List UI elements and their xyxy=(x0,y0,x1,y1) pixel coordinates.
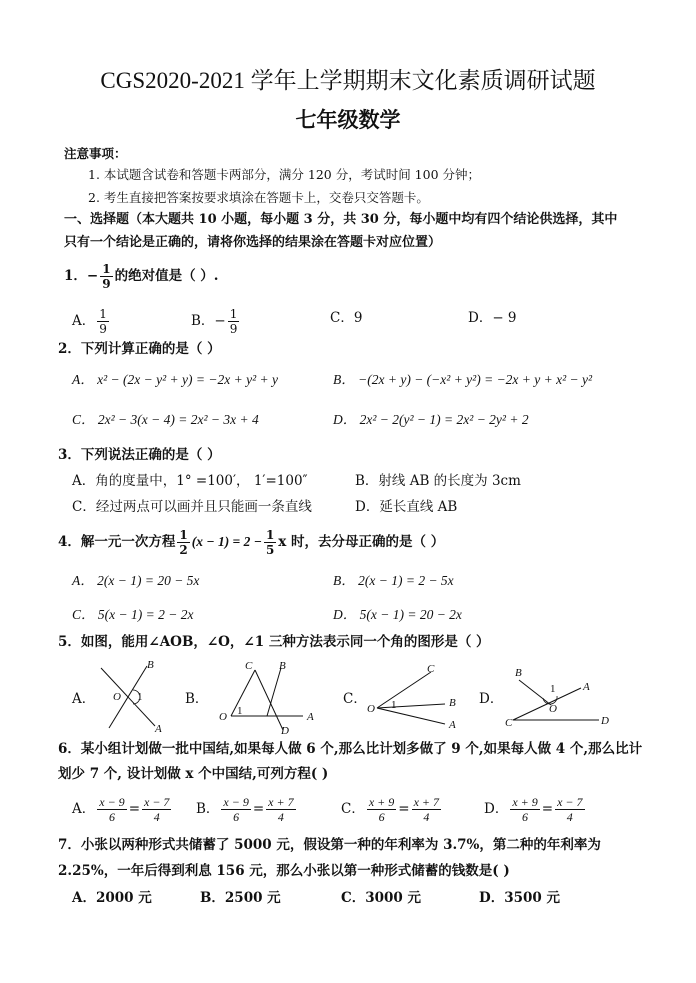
fig-d-ray-ca xyxy=(513,688,581,720)
q6-d-eq: = xyxy=(541,801,554,817)
q7-stem-line1: 7．小张以两种形式共储蓄了 5000 元，假设第一种的年利率为 3.7%，第二种的年利率为 xyxy=(58,837,601,853)
q4-suffix: x 时，去分母正确的是（ ） xyxy=(278,534,445,550)
q3-option-b: B．射线 AB 的长度为 3cm xyxy=(355,473,521,489)
q6-option-b xyxy=(196,795,298,824)
notice-item-2: 2. 考生直接把答案按要求填涂在答题卡上，交卷只交答题卡。 xyxy=(88,190,429,205)
q6-c-left xyxy=(367,795,396,824)
q1-minus: − xyxy=(86,268,99,284)
q1-stem xyxy=(64,262,218,291)
notice-heading: 注意事项： xyxy=(64,146,127,161)
q4-fraction-1 xyxy=(177,528,189,557)
q7-option-c: C．3000 元 xyxy=(341,890,422,906)
fig-c-label-1: 1 xyxy=(391,699,397,711)
q3-option-a: A．角的度量中，1° =100′， 1′=100″ xyxy=(72,473,308,489)
q4-f2-den: 5 xyxy=(265,543,275,557)
q3-stem: 3．下列说法正确的是（ ） xyxy=(58,447,221,463)
exam-title: CGS2020-2021 学年上学期期末文化素质调研试题 xyxy=(100,68,596,93)
q5-option-b-label: B． xyxy=(185,691,209,707)
q6-a-left xyxy=(97,795,126,824)
q1-fraction xyxy=(100,262,112,291)
q4-fraction-2 xyxy=(264,528,276,557)
fig-d-label-1: 1 xyxy=(550,683,556,695)
q4-mid: (x − 1) = 2 − xyxy=(191,534,262,549)
q5-option-c-label: C． xyxy=(343,691,367,707)
fig-c-ray-ob xyxy=(377,704,445,708)
q1-b-num: 1 xyxy=(229,307,238,321)
q4-f2-num: 1 xyxy=(265,528,275,542)
fig-a-label-a: A xyxy=(155,723,162,735)
fig-d-label-a: A xyxy=(583,681,590,693)
fig-b-side-3 xyxy=(267,668,281,716)
q1-prefix: 1． xyxy=(64,268,87,284)
q6-option-a xyxy=(72,795,173,824)
q6-d-right-den: 4 xyxy=(566,810,573,824)
fig-c-label-o: O xyxy=(367,703,375,715)
q6-c-right-den: 4 xyxy=(423,810,430,824)
fig-d-label-b: B xyxy=(515,667,522,679)
q5-figure-b xyxy=(215,660,325,735)
fig-d-label-c: C xyxy=(505,717,513,729)
fig-b-label-b: B xyxy=(279,660,286,672)
q6-a-left-num: x − 9 xyxy=(99,795,125,809)
q6-b-right-den: 4 xyxy=(277,810,284,824)
q6-c-right-num: x + 7 xyxy=(413,795,440,809)
q5-option-d-label: D． xyxy=(479,691,504,707)
q6-b-left-num: x − 9 xyxy=(223,795,249,809)
q2-stem: 2．下列计算正确的是（ ） xyxy=(58,341,221,357)
q1-a-fraction xyxy=(97,307,109,336)
q6-stem-line2: 划少 7 个, 设计划做 x 个中国结,可列方程( ) xyxy=(58,766,329,782)
q6-a-eq: = xyxy=(128,801,140,817)
q6-c-left-den: 6 xyxy=(378,810,385,824)
q6-b-label: B． xyxy=(196,801,220,817)
q4-option-b: B． 2(x − 1) = 2 − 5x xyxy=(333,573,454,588)
q3-option-d: D．延长直线 AB xyxy=(355,499,458,515)
q6-c-right xyxy=(412,795,441,824)
q6-b-eq: = xyxy=(252,801,265,817)
q1-b-fraction xyxy=(228,307,240,336)
fig-c-ray-oc xyxy=(377,672,431,708)
fig-b-label-a: A xyxy=(307,711,314,723)
q6-b-left xyxy=(221,795,250,824)
q1-a-num: 1 xyxy=(99,307,107,321)
fig-c-label-c: C xyxy=(427,663,435,675)
fig-d-label-d: D xyxy=(601,715,609,727)
q1-option-d: D．− 9 xyxy=(468,310,517,326)
q4-f1-den: 2 xyxy=(179,543,188,557)
notice-item-1: 1. 本试题含试卷和答题卡两部分，满分 120 分，考试时间 100 分钟； xyxy=(88,167,481,182)
exam-subject: 七年级数学 xyxy=(295,108,401,132)
q1-suffix: 的绝对值是（ ）. xyxy=(114,268,219,284)
q4-prefix: 4．解一元一次方程 xyxy=(58,534,176,550)
fig-b-side-1 xyxy=(231,670,255,716)
q2-option-c: C． 2x² − 3(x − 4) = 2x² − 3x + 4 xyxy=(72,412,259,427)
fig-c-ray-oa xyxy=(377,708,445,724)
q6-c-label: C． xyxy=(341,801,365,817)
q2-option-a: A． x² − (2x − y² + y) = −2x + y² + y xyxy=(72,372,278,387)
q1-b-label: B．− xyxy=(191,313,226,329)
fig-b-label-o: O xyxy=(219,711,227,723)
fig-b-label-d: D xyxy=(281,725,289,737)
q1-num: 1 xyxy=(102,262,111,276)
q5-figure-c xyxy=(365,660,465,735)
q6-d-left-den: 6 xyxy=(522,810,529,824)
q3-option-c: C．经过两点可以画并且只能画一条直线 xyxy=(72,499,312,515)
q6-c-eq: = xyxy=(398,801,410,817)
q1-option-a xyxy=(72,307,111,336)
q1-option-b xyxy=(191,307,241,336)
q7-option-d: D．3500 元 xyxy=(479,890,560,906)
q6-option-d xyxy=(484,795,587,824)
fig-a-label-1: 1 xyxy=(137,691,143,703)
q1-a-den: 9 xyxy=(99,322,107,336)
q6-stem-line1: 6．某小组计划做一批中国结,如果每人做 6 个,那么比计划多做了 9 个,如果每人做 4 个,那么比计 xyxy=(58,741,643,757)
fig-c-label-a: A xyxy=(449,719,456,731)
q6-b-left-den: 6 xyxy=(233,810,240,824)
q4-f1-num: 1 xyxy=(179,528,188,542)
q6-d-left xyxy=(510,795,539,824)
q2-option-d: D． 2x² − 2(y² − 1) = 2x² − 2y² + 2 xyxy=(333,412,529,427)
q6-a-left-den: 6 xyxy=(108,810,115,824)
q5-option-a-label: A． xyxy=(72,691,96,707)
q2-option-b: B． −(2x + y) − (−x² + y²) = −2x + y + x² − y² xyxy=(333,372,593,387)
q7-option-b: B．2500 元 xyxy=(200,890,281,906)
q6-d-left-num: x + 9 xyxy=(512,795,538,809)
q7-option-a: A．2000 元 xyxy=(72,890,152,906)
fig-a-label-o: O xyxy=(113,691,121,703)
q6-a-right xyxy=(142,795,171,824)
fig-a-label-b: B xyxy=(147,659,154,671)
q6-a-label: A． xyxy=(72,801,96,817)
q5-figure-a xyxy=(95,660,165,735)
q4-option-a: A． 2(x − 1) = 20 − 5x xyxy=(72,573,200,588)
section-heading-line1: 一、选择题（本大题共 10 小题，每小题 3 分，共 30 分，每小题中均有四个结论供选择，其中 xyxy=(64,212,618,227)
q1-den: 9 xyxy=(102,277,111,291)
q4-option-d: D． 5(x − 1) = 20 − 2x xyxy=(333,607,462,622)
fig-b-side-2 xyxy=(255,670,283,730)
fig-d-label-o: O xyxy=(549,703,557,715)
q4-stem xyxy=(58,528,444,557)
q7-stem-line2: 2.25%，一年后得到利息 156 元，那么小张以第一种形式储蓄的钱数是( ) xyxy=(58,863,510,879)
q6-d-right xyxy=(555,795,584,824)
q1-option-c: C．9 xyxy=(330,310,363,326)
q1-b-den: 9 xyxy=(229,322,238,336)
q6-a-right-num: x − 7 xyxy=(144,795,170,809)
section-heading-line2: 只有一个结论是正确的，请将你选择的结果涂在答题卡对应位置） xyxy=(64,235,442,250)
fig-b-label-c: C xyxy=(245,660,253,672)
q4-option-c: C． 5(x − 1) = 2 − 2x xyxy=(72,607,194,622)
q1-a-label: A． xyxy=(72,313,96,329)
q6-b-right xyxy=(266,795,295,824)
q6-a-right-den: 4 xyxy=(153,810,160,824)
fig-d-ray-ob xyxy=(519,680,551,705)
q6-b-right-num: x + 7 xyxy=(268,795,294,809)
q6-d-right-num: x − 7 xyxy=(557,795,583,809)
q6-c-left-num: x + 9 xyxy=(368,795,395,809)
q5-figure-d xyxy=(505,660,615,735)
fig-c-label-b: B xyxy=(449,697,456,709)
q5-stem: 5．如图，能用∠AOB，∠O，∠1 三种方法表示同一个角的图形是（ ） xyxy=(58,634,490,650)
q6-d-label: D． xyxy=(484,801,509,817)
fig-b-label-1: 1 xyxy=(237,705,243,717)
q6-option-c xyxy=(341,795,443,824)
